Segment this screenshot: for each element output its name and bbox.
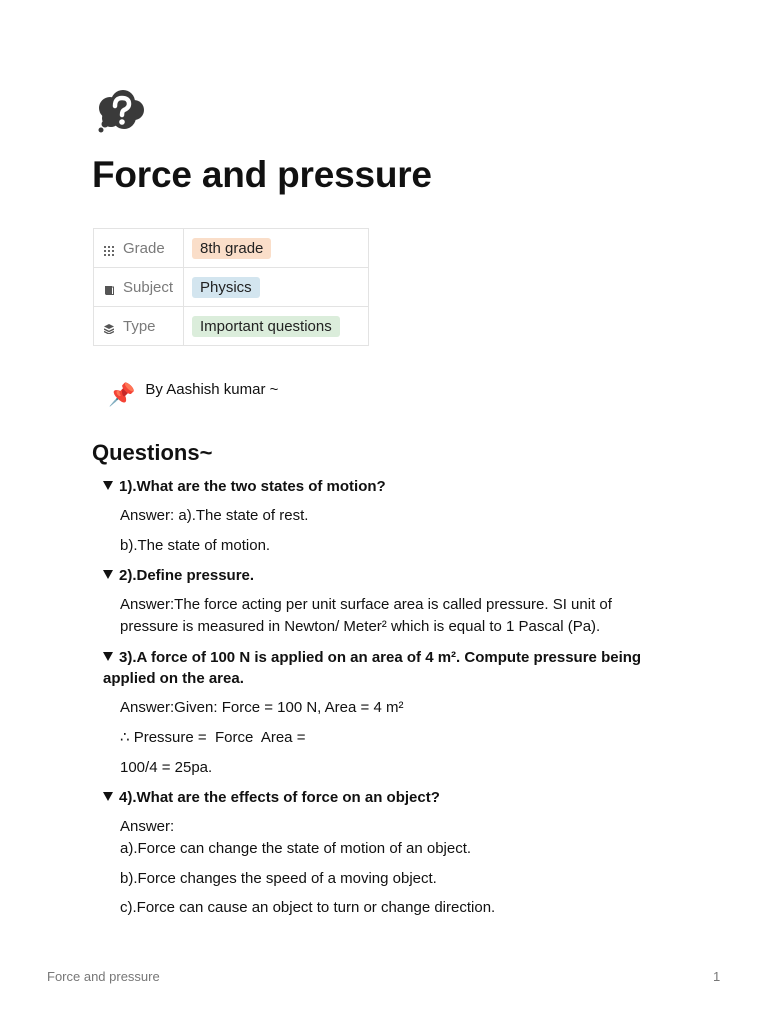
author-callout — [108, 380, 278, 410]
property-row-grade — [94, 229, 369, 268]
question-toggle-1 — [103, 476, 673, 557]
toggle-header-3[interactable]: 3).A force of 100 N is applied on an area of 4 m². Compute pressure being applied on the area. — [103, 649, 642, 687]
toggle-triangle-icon[interactable] — [103, 570, 113, 579]
question-toggle-3 — [103, 647, 673, 779]
subject-tag[interactable]: Physics — [192, 277, 260, 298]
answer-text: c).Force can cause an object to turn or change direction. — [120, 899, 496, 916]
property-label-subject: Subject — [123, 278, 174, 296]
question-toggle-2 — [103, 565, 673, 638]
answer-text: Answer: — [120, 818, 175, 835]
toggle-header-2[interactable]: 2).Define pressure. — [103, 565, 673, 586]
property-label-type: Type — [123, 317, 156, 335]
toggle-triangle-icon[interactable] — [103, 481, 113, 490]
answer-text: ∴ Pressure = Force Area = — [120, 729, 306, 746]
grid-icon — [104, 243, 114, 253]
answer-text: Answer:Given: Force = 100 N, Area = 4 m² — [120, 699, 404, 716]
toggle-triangle-icon[interactable] — [103, 652, 113, 661]
footer-page-number: 1 — [713, 969, 721, 984]
answer-text: b).The state of motion. — [120, 537, 271, 554]
answer-text: 100/4 = 25pa. — [120, 759, 213, 776]
layers-icon — [104, 321, 114, 331]
thought-bubble-question-icon — [96, 90, 146, 136]
type-tag[interactable]: Important questions — [192, 316, 340, 337]
property-label-grade: Grade — [123, 239, 165, 257]
answer-text: b).Force changes the speed of a moving object. — [120, 870, 437, 887]
toggle-header-4[interactable]: 4).What are the effects of force on an object? — [103, 787, 673, 808]
section-heading: Questions~ — [92, 440, 213, 465]
answer-text: Answer: a).The state of rest. — [120, 507, 309, 524]
answer-text: a).Force can change the state of motion of an object. — [120, 840, 472, 857]
callout-text: By Aashish kumar ~ — [145, 381, 279, 398]
book-icon — [104, 282, 114, 292]
toggle-header-1[interactable]: 1).What are the two states of motion? — [103, 476, 673, 497]
page-title: Force and pressure — [92, 154, 432, 195]
grade-tag[interactable]: 8th grade — [192, 238, 271, 259]
property-row-subject — [94, 268, 369, 307]
answer-text: Answer:The force acting per unit surface area is called pressure. SI unit of pressure is measured in Newton/ Meter² which is equal to 1 Pascal (Pa). — [120, 596, 612, 635]
question-toggle-4 — [103, 787, 673, 919]
pushpin-icon: 📌 — [108, 382, 136, 407]
property-row-type — [94, 307, 369, 346]
toggle-triangle-icon[interactable] — [103, 792, 113, 801]
properties-table — [93, 228, 369, 346]
footer-title: Force and pressure — [47, 969, 160, 984]
